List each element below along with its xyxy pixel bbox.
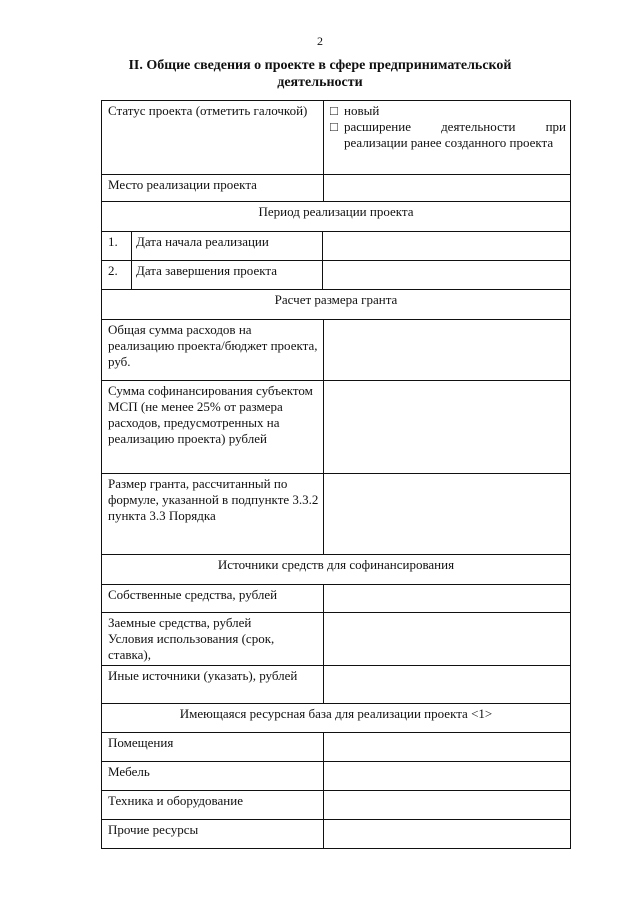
status-option-new[interactable] xyxy=(330,103,566,119)
resources-furniture-row xyxy=(102,761,570,790)
resources-equipment-value[interactable] xyxy=(324,791,570,819)
resources-header-row xyxy=(102,703,570,732)
period-start-row xyxy=(102,231,570,260)
sources-borrowed-value[interactable] xyxy=(324,613,570,665)
grant-cofinancing-value[interactable] xyxy=(324,381,570,473)
grant-total-row xyxy=(102,319,570,380)
grant-amount-label: Размер гранта, рассчитанный по формуле, указанной в подпункте 3.3.2 пункта 3.3 Порядка xyxy=(102,474,324,554)
resources-furniture-label: Мебель xyxy=(102,762,324,790)
sources-header: Источники средств для софинансирования xyxy=(217,557,455,572)
row-number: 2. xyxy=(102,261,132,289)
location-row xyxy=(102,174,570,201)
checkbox-icon[interactable]: □ xyxy=(330,103,338,118)
location-value[interactable] xyxy=(324,175,570,201)
period-header-row xyxy=(102,201,570,231)
grant-amount-value[interactable] xyxy=(324,474,570,554)
row-number: 1. xyxy=(102,232,132,260)
grant-cofinancing-row xyxy=(102,380,570,473)
section-title-line2: деятельности xyxy=(277,75,363,90)
period-start-label: Дата начала реализации xyxy=(136,234,269,249)
sources-borrowed-line2: Условия использования (срок, ставка), xyxy=(108,631,275,662)
period-start-label-cell xyxy=(102,232,323,260)
resources-equipment-label: Техника и оборудование xyxy=(102,791,324,819)
grant-amount-row xyxy=(102,473,570,554)
grant-total-value[interactable] xyxy=(324,320,570,380)
sources-borrowed-label xyxy=(102,613,324,665)
resources-equipment-row xyxy=(102,790,570,819)
status-option-expansion[interactable] xyxy=(330,119,566,151)
sources-other-value[interactable] xyxy=(324,666,570,703)
resources-premises-row xyxy=(102,732,570,761)
page-number: 2 xyxy=(317,34,323,48)
sources-borrowed-line1: Заемные средства, рублей xyxy=(108,615,252,630)
period-start-value[interactable] xyxy=(323,232,570,260)
grant-total-label: Общая сумма расходов на реализацию проекта/бюджет проекта, руб. xyxy=(102,320,324,380)
resources-other-row xyxy=(102,819,570,848)
grant-cofinancing-label: Сумма софинансирования субъектом МСП (не менее 25% от размера расходов, предусмотренных на реализацию проекта) рублей xyxy=(102,381,324,473)
status-option-label: новый xyxy=(344,103,380,118)
period-end-label: Дата завершения проекта xyxy=(136,263,277,278)
status-options xyxy=(324,101,570,174)
resources-header: Имеющаяся ресурсная база для реализации проекта <1> xyxy=(179,706,493,721)
period-header: Период реализации проекта xyxy=(258,204,414,219)
section-title-line1: II. Общие сведения о проекте в сфере предпринимательской xyxy=(128,58,512,73)
project-info-table xyxy=(101,100,571,849)
resources-other-value[interactable] xyxy=(324,820,570,848)
resources-furniture-value[interactable] xyxy=(324,762,570,790)
section-title xyxy=(120,57,520,91)
grant-header-row xyxy=(102,289,570,319)
resources-premises-label: Помещения xyxy=(102,733,324,761)
checkbox-icon[interactable]: □ xyxy=(330,119,338,134)
location-label: Место реализации проекта xyxy=(102,175,324,201)
sources-other-label: Иные источники (указать), рублей xyxy=(102,666,324,703)
sources-own-value[interactable] xyxy=(324,585,570,612)
period-end-row xyxy=(102,260,570,289)
status-label: Статус проекта (отметить галочкой) xyxy=(102,101,324,174)
period-end-label-cell xyxy=(102,261,323,289)
sources-other-row xyxy=(102,665,570,703)
resources-premises-value[interactable] xyxy=(324,733,570,761)
status-row xyxy=(102,101,570,174)
resources-other-label: Прочие ресурсы xyxy=(102,820,324,848)
sources-own-row xyxy=(102,584,570,612)
period-end-value[interactable] xyxy=(323,261,570,289)
grant-header: Расчет размера гранта xyxy=(274,292,398,307)
status-option-label: расширение деятельности при реализации ранее созданного проекта xyxy=(344,119,566,150)
sources-borrowed-row xyxy=(102,612,570,665)
sources-own-label: Собственные средства, рублей xyxy=(102,585,324,612)
sources-header-row xyxy=(102,554,570,584)
